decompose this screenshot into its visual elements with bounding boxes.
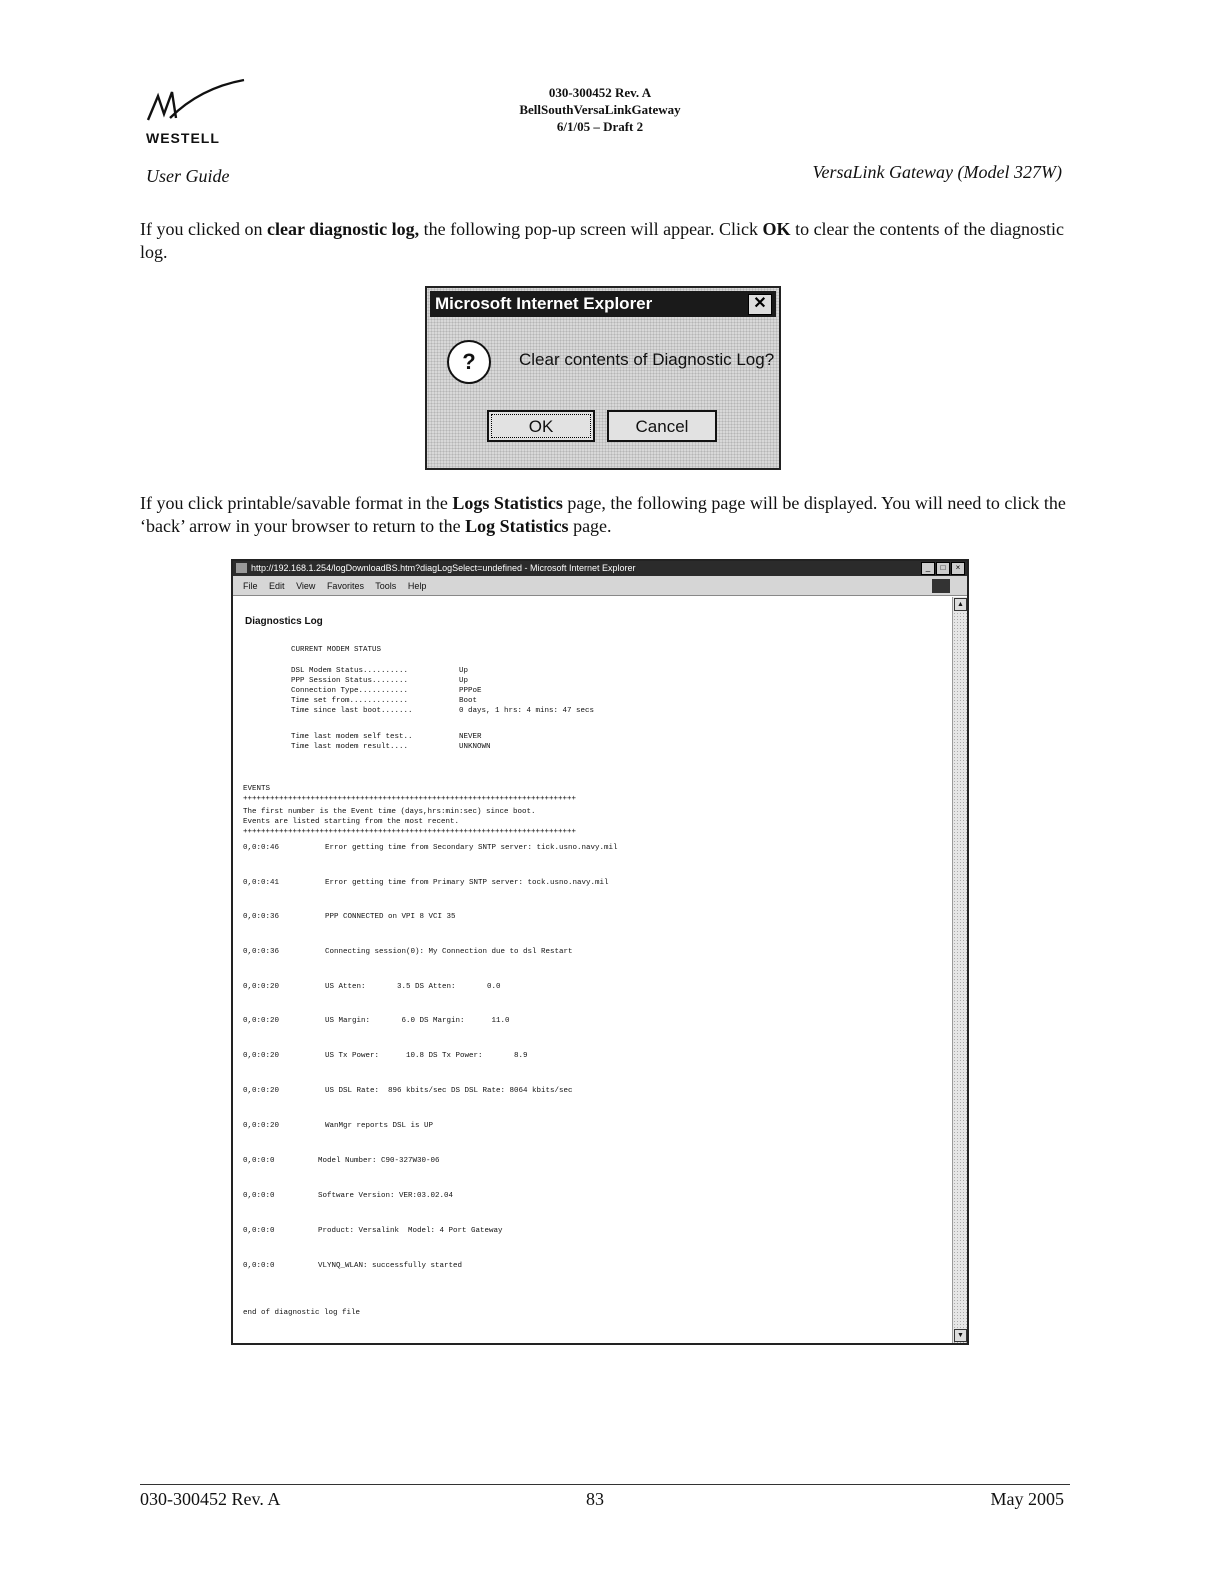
status-row: Time last modem self test.. NEVER xyxy=(291,733,482,741)
menu-tools[interactable]: Tools xyxy=(375,581,397,591)
footer-rule xyxy=(140,1484,1070,1485)
event-row: 0,0:0:0 VLYNQ_WLAN: successfully started xyxy=(243,1262,463,1270)
event-row: 0,0:0:20 WanMgr reports DSL is UP xyxy=(243,1122,434,1130)
scroll-up-icon[interactable]: ▲ xyxy=(954,598,967,611)
doc-number: 030-300452 Rev. A xyxy=(548,85,652,100)
status-row: DSL Modem Status.......... Up xyxy=(291,667,469,675)
doc-title: BellSouthVersaLinkGateway xyxy=(519,102,681,117)
document-id-block xyxy=(470,84,730,135)
event-row: 0,0:0:46 Error getting time from Secondary SNTP server: tick.usno.navy.mil xyxy=(243,844,618,852)
event-row: 0,0:0:0 Product: Versalink Model: 4 Port Gateway xyxy=(243,1227,503,1235)
ok-button[interactable]: OK xyxy=(487,410,595,442)
dialog-title-bar xyxy=(430,291,776,317)
end-of-log: end of diagnostic log file xyxy=(243,1309,361,1317)
status-row: PPP Session Status........ Up xyxy=(291,677,469,685)
event-row: 0,0:0:20 US Atten: 3.5 DS Atten: 0.0 xyxy=(243,983,501,991)
log-heading: Diagnostics Log xyxy=(245,616,323,627)
status-row: Time last modem result.... UNKNOWN xyxy=(291,743,491,751)
menu-help[interactable]: Help xyxy=(407,581,427,591)
header-user-guide: User Guide xyxy=(146,166,230,186)
vertical-scrollbar[interactable] xyxy=(952,597,967,1343)
event-row: 0,0:0:36 PPP CONNECTED on VPI 8 VCI 35 xyxy=(243,913,456,921)
browser-window xyxy=(231,559,969,1345)
header-model: VersaLink Gateway (Model 327W) xyxy=(812,162,1062,182)
paragraph-printable-format: If you click printable/savable format in the Logs Statistics page, the following page will be displayed. You will need to click the ‘back’ arrow in your browser to return to the Log Statistics page. xyxy=(140,493,1066,536)
westell-logo-text: WESTELL xyxy=(146,130,220,146)
window-controls xyxy=(920,562,965,576)
scroll-down-icon[interactable]: ▼ xyxy=(954,1329,967,1342)
close-window-icon[interactable]: × xyxy=(951,562,965,575)
browser-menu-bar xyxy=(233,576,967,596)
menu-favorites[interactable]: Favorites xyxy=(326,581,364,591)
windows-logo-icon xyxy=(932,579,950,593)
dialog-title: Microsoft Internet Explorer xyxy=(435,294,653,313)
cancel-button[interactable]: Cancel xyxy=(607,410,717,442)
menu-edit[interactable]: Edit xyxy=(269,581,285,591)
events-label: EVENTS xyxy=(243,785,271,793)
separator-line: ++++++++++++++++++++++++++++++++++++++++++++++++++++++++++++++++++++++++++ xyxy=(243,795,577,803)
confirm-dialog xyxy=(425,286,781,470)
close-icon[interactable]: ✕ xyxy=(748,294,772,315)
events-note: Events are listed starting from the most recent. xyxy=(243,818,460,826)
ie-page-icon xyxy=(236,563,247,573)
event-row: 0,0:0:41 Error getting time from Primary SNTP server: tock.usno.navy.mil xyxy=(243,879,609,887)
menu-view[interactable]: View xyxy=(296,581,316,591)
footer-date: May 2005 xyxy=(990,1489,1064,1509)
dialog-message: Clear contents of Diagnostic Log? xyxy=(519,350,775,369)
separator-line: ++++++++++++++++++++++++++++++++++++++++++++++++++++++++++++++++++++++++++ xyxy=(243,828,577,836)
footer-doc-number: 030-300452 Rev. A xyxy=(140,1489,281,1509)
status-row: Time since last boot....... 0 days, 1 hrs: 4 mins: 47 secs xyxy=(291,707,595,715)
events-note: The first number is the Event time (days,hrs:min:sec) since boot. xyxy=(243,808,536,816)
event-row: 0,0:0:20 US Margin: 6.0 DS Margin: 11.0 xyxy=(243,1017,510,1025)
event-row: 0,0:0:0 Model Number: C90-327W30-06 xyxy=(243,1157,440,1165)
maximize-icon[interactable]: □ xyxy=(936,562,950,575)
modem-status-title: CURRENT MODEM STATUS xyxy=(291,646,382,654)
status-row: Connection Type........... PPPoE xyxy=(291,687,482,695)
browser-title: http://192.168.1.254/logDownloadBS.htm?diagLogSelect=undefined - Microsoft Internet Explorer xyxy=(251,563,636,573)
menu-file[interactable]: File xyxy=(243,581,258,591)
minimize-icon[interactable]: _ xyxy=(921,562,935,575)
event-row: 0,0:0:20 US Tx Power: 10.8 DS Tx Power: 8.9 xyxy=(243,1052,528,1060)
page-number: 83 xyxy=(586,1489,604,1509)
status-row: Time set from............. Boot xyxy=(291,697,478,705)
browser-title-bar xyxy=(233,561,967,576)
event-row: 0,0:0:20 US DSL Rate: 896 kbits/sec DS DSL Rate: 8064 kbits/sec xyxy=(243,1087,573,1095)
doc-date: 6/1/05 – Draft 2 xyxy=(556,119,644,134)
event-row: 0,0:0:0 Software Version: VER:03.02.04 xyxy=(243,1192,454,1200)
question-icon: ? xyxy=(447,340,491,384)
event-row: 0,0:0:36 Connecting session(0): My Connection due to dsl Restart xyxy=(243,948,573,956)
westell-logo-mark xyxy=(140,78,250,128)
paragraph-clear-log: If you clicked on clear diagnostic log, the following pop-up screen will appear. Click OK to clear the contents of the diagnostic log. xyxy=(140,219,1064,262)
